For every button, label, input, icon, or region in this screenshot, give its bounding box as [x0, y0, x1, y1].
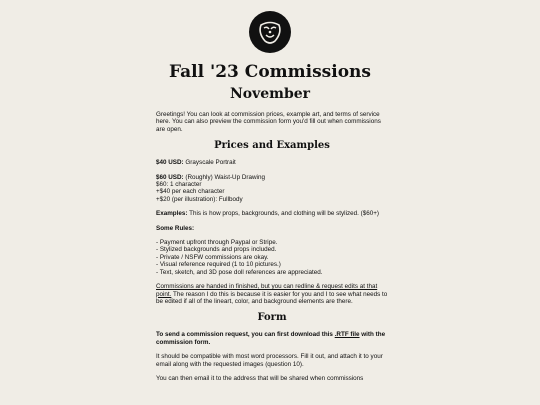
logo-icon[interactable] — [249, 11, 291, 53]
page-title: Fall '23 Commissions — [169, 62, 371, 82]
rule-item: - Stylized backgrounds and props included. — [156, 246, 277, 254]
rules-heading — [156, 225, 388, 232]
grayscale-desc: Grayscale Portrait — [183, 159, 236, 167]
rules-list — [156, 239, 388, 276]
rule-item: - Text, sketch, and 3D pose doll references are appreciated. — [156, 268, 323, 276]
drawing-desc: (Roughly) Waist-Up Drawing — [183, 173, 265, 181]
rtf-file-link[interactable]: .RTF file — [334, 331, 360, 339]
prices-heading: Prices and Examples — [214, 140, 330, 152]
drawing-price-block — [156, 174, 388, 204]
main-content — [156, 111, 388, 389]
rule-item: - Private / NSFW commissions are okay. — [156, 253, 269, 261]
email-paragraph: You can then email it to the address that will be shared when commissions — [156, 374, 364, 382]
download-text-2: with the commission form. — [156, 331, 386, 346]
rule-item: - Visual reference required (1 to 10 pictures.) — [156, 261, 281, 269]
drawing-line: $60: 1 character — [156, 181, 202, 189]
examples-text: This is how props, backgrounds, and clothing will be stylized. ($60+) — [187, 210, 380, 218]
mask-logo-graphic — [255, 17, 285, 47]
drawing-line: +$40 per each character — [156, 188, 225, 196]
grayscale-price: $40 USD: — [156, 159, 184, 167]
redline-note — [156, 283, 388, 305]
drawing-price: $60 USD: — [156, 173, 184, 181]
page-subtitle: November — [229, 86, 311, 102]
drawing-line: +$20 (per illustration): Fullbody — [156, 195, 243, 203]
redline-note-rest: The reason I do this is because it is easier for you and I to see what needs to be edited if all of the lineart, color, and background elements are there. — [156, 290, 388, 305]
form-heading: Form — [257, 312, 287, 324]
examples-label: Examples: — [156, 210, 188, 218]
rule-item: - Payment upfront through Paypal or Stripe. — [156, 239, 278, 247]
intro-paragraph: Greetings! You can look at commission prices, example art, and terms of service here. You can also preview the commission form you'd fill out when commissions are open. — [156, 111, 381, 133]
rules-heading-text: Some Rules: — [156, 224, 195, 232]
grayscale-price-line — [156, 159, 388, 166]
compat-paragraph: It should be compatible with most word processors. Fill it out, and attach it to your email along with the requested images (question 10). — [156, 353, 383, 368]
redline-note-underlined: Commissions are handed in finished, but you can redline & request edits at that point. — [156, 283, 378, 298]
examples-paragraph — [156, 210, 388, 217]
download-text-1: To send a commission request, you can first download this — [156, 331, 335, 339]
download-paragraph — [156, 331, 388, 346]
